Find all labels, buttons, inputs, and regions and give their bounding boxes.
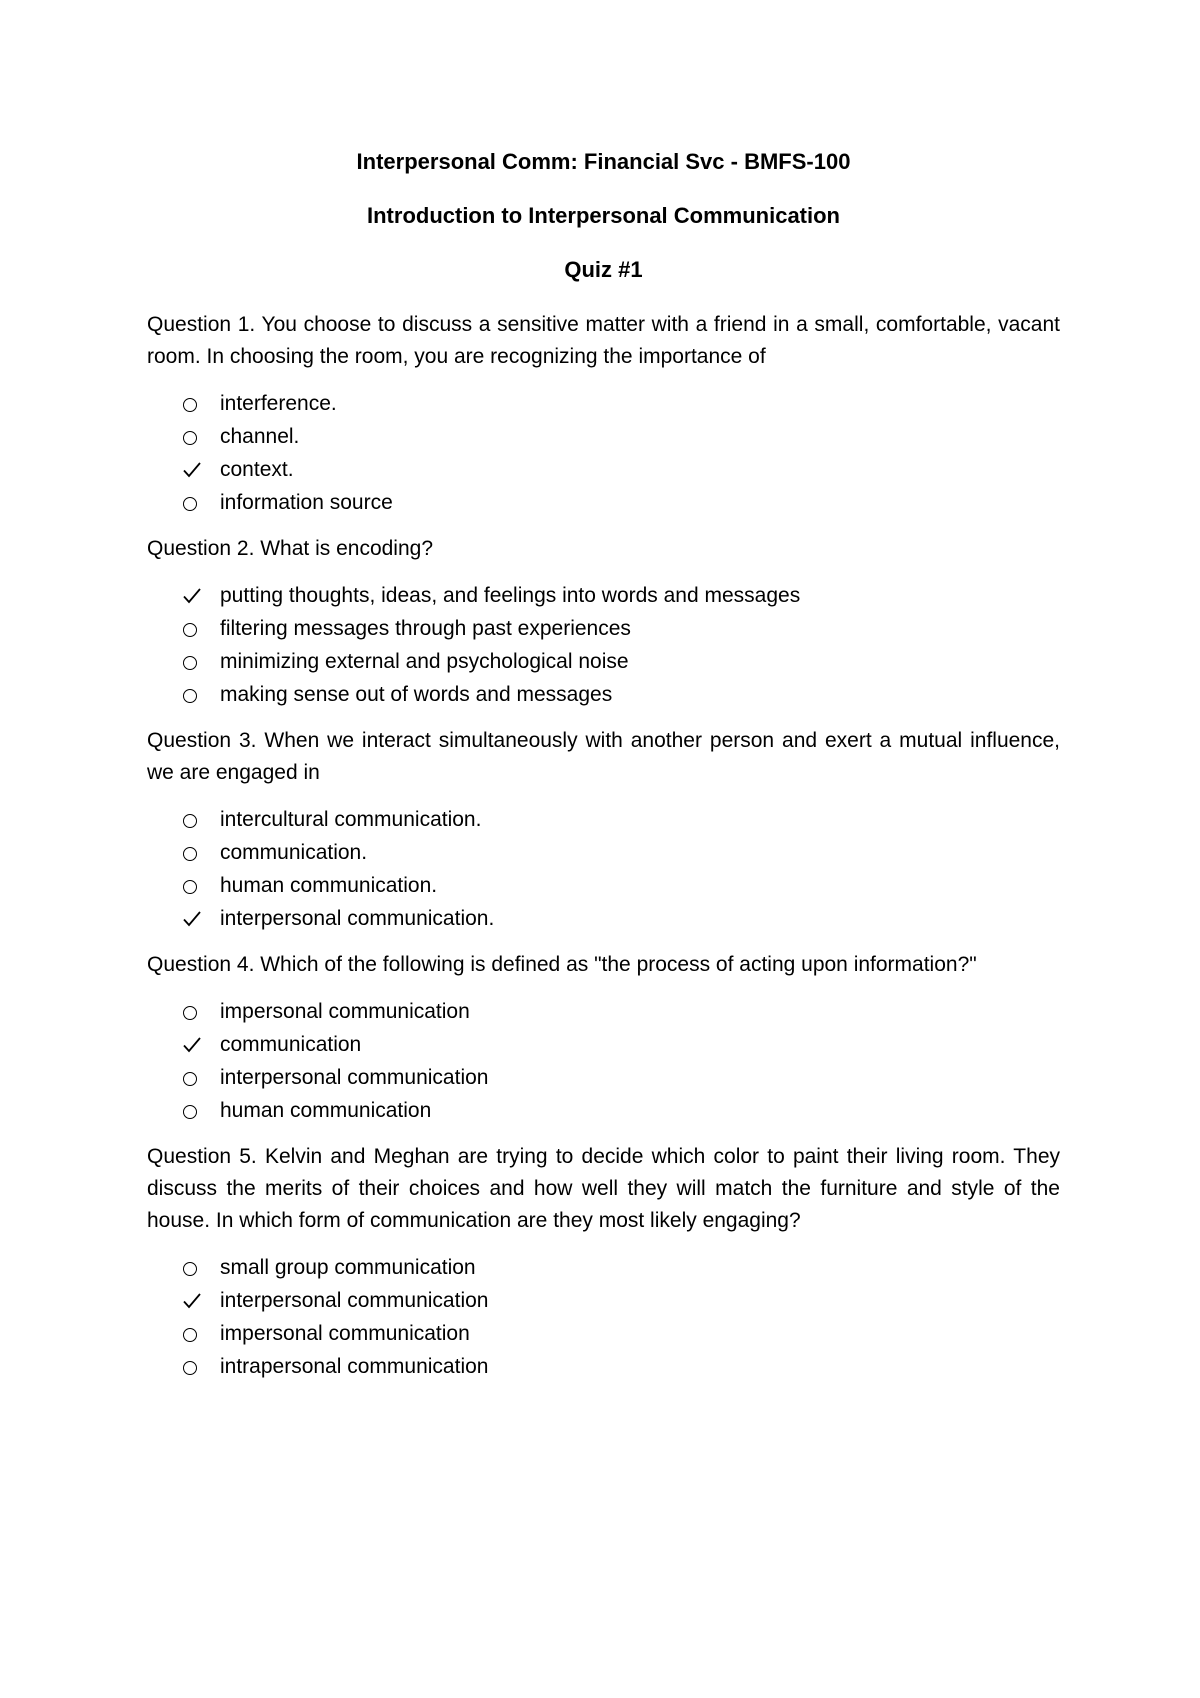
checkmark-icon	[147, 911, 220, 927]
circle-bullet-icon	[147, 1359, 220, 1375]
question-1-option-4	[147, 486, 1060, 519]
option-label: interference.	[220, 391, 337, 415]
question-5-option-1	[147, 1251, 1060, 1284]
option-label: making sense out of words and messages	[220, 682, 613, 706]
option-label: human communication	[220, 1098, 432, 1122]
question-block-2	[147, 533, 1060, 711]
document-subtitle: Introduction to Interpersonal Communication	[367, 203, 840, 228]
question-2-option-1	[147, 579, 1060, 612]
option-label: interpersonal communication	[220, 1065, 489, 1089]
option-label: small group communication	[220, 1255, 476, 1279]
question-3-option-1	[147, 803, 1060, 836]
circle-bullet-icon	[147, 1070, 220, 1086]
question-block-5	[147, 1141, 1060, 1383]
option-label: human communication.	[220, 873, 438, 897]
checkmark-icon	[147, 1037, 220, 1053]
question-1-text: Question 1. You choose to discuss a sensitive matter with a friend in a small, comfortable, vacant room. In choosing the room, you are recognizing the importance of	[147, 313, 1060, 368]
option-label: communication.	[220, 840, 368, 864]
checkmark-icon	[147, 1293, 220, 1309]
question-4-option-2	[147, 1028, 1060, 1061]
option-label: filtering messages through past experiences	[220, 616, 631, 640]
question-3-options	[147, 803, 1060, 935]
quiz-title: Quiz #1	[564, 257, 643, 282]
circle-bullet-icon	[147, 495, 220, 511]
option-label: context.	[220, 457, 294, 481]
option-label: impersonal communication	[220, 1321, 470, 1345]
circle-bullet-icon	[147, 845, 220, 861]
circle-bullet-icon	[147, 878, 220, 894]
circle-bullet-icon	[147, 1326, 220, 1342]
question-4-option-4	[147, 1094, 1060, 1127]
course-title: Interpersonal Comm: Financial Svc - BMFS-100	[356, 149, 851, 174]
option-label: intrapersonal communication	[220, 1354, 489, 1378]
option-label: intercultural communication.	[220, 807, 482, 831]
checkmark-icon	[147, 588, 220, 604]
question-1-option-3	[147, 453, 1060, 486]
option-label: information source	[220, 490, 393, 514]
question-2-options	[147, 579, 1060, 711]
question-4-text: Question 4. Which of the following is defined as "the process of acting upon information?"	[147, 953, 977, 976]
question-3-text: Question 3. When we interact simultaneously with another person and exert a mutual influence, we are engaged in	[147, 729, 1060, 784]
question-1-option-1	[147, 387, 1060, 420]
circle-bullet-icon	[147, 687, 220, 703]
question-4-option-1	[147, 995, 1060, 1028]
question-block-3	[147, 725, 1060, 935]
question-2-option-4	[147, 678, 1060, 711]
circle-bullet-icon	[147, 1004, 220, 1020]
option-label: interpersonal communication.	[220, 906, 495, 930]
option-label: minimizing external and psychological noise	[220, 649, 629, 673]
question-5-text: Question 5. Kelvin and Meghan are trying to decide which color to paint their living room. They discuss the merits of their choices and how well they will match the furniture and style of the house. In which form of communication are they most likely engaging?	[147, 1145, 1060, 1232]
question-2-text: Question 2. What is encoding?	[147, 537, 434, 560]
question-4-options	[147, 995, 1060, 1127]
question-block-4	[147, 949, 1060, 1127]
question-5-option-4	[147, 1350, 1060, 1383]
option-label: communication	[220, 1032, 362, 1056]
circle-bullet-icon	[147, 396, 220, 412]
question-2-option-3	[147, 645, 1060, 678]
question-2-option-2	[147, 612, 1060, 645]
question-5-options	[147, 1251, 1060, 1383]
question-block-1	[147, 309, 1060, 519]
circle-bullet-icon	[147, 1103, 220, 1119]
question-4-option-3	[147, 1061, 1060, 1094]
circle-bullet-icon	[147, 1260, 220, 1276]
checkmark-icon	[147, 462, 220, 478]
question-5-option-2	[147, 1284, 1060, 1317]
circle-bullet-icon	[147, 621, 220, 637]
question-5-option-3	[147, 1317, 1060, 1350]
question-3-option-4	[147, 902, 1060, 935]
question-1-options	[147, 387, 1060, 519]
question-1-option-2	[147, 420, 1060, 453]
circle-bullet-icon	[147, 812, 220, 828]
circle-bullet-icon	[147, 654, 220, 670]
option-label: putting thoughts, ideas, and feelings into words and messages	[220, 583, 801, 607]
question-3-option-3	[147, 869, 1060, 902]
question-3-option-2	[147, 836, 1060, 869]
option-label: impersonal communication	[220, 999, 470, 1023]
option-label: interpersonal communication	[220, 1288, 489, 1312]
option-label: channel.	[220, 424, 300, 448]
circle-bullet-icon	[147, 429, 220, 445]
